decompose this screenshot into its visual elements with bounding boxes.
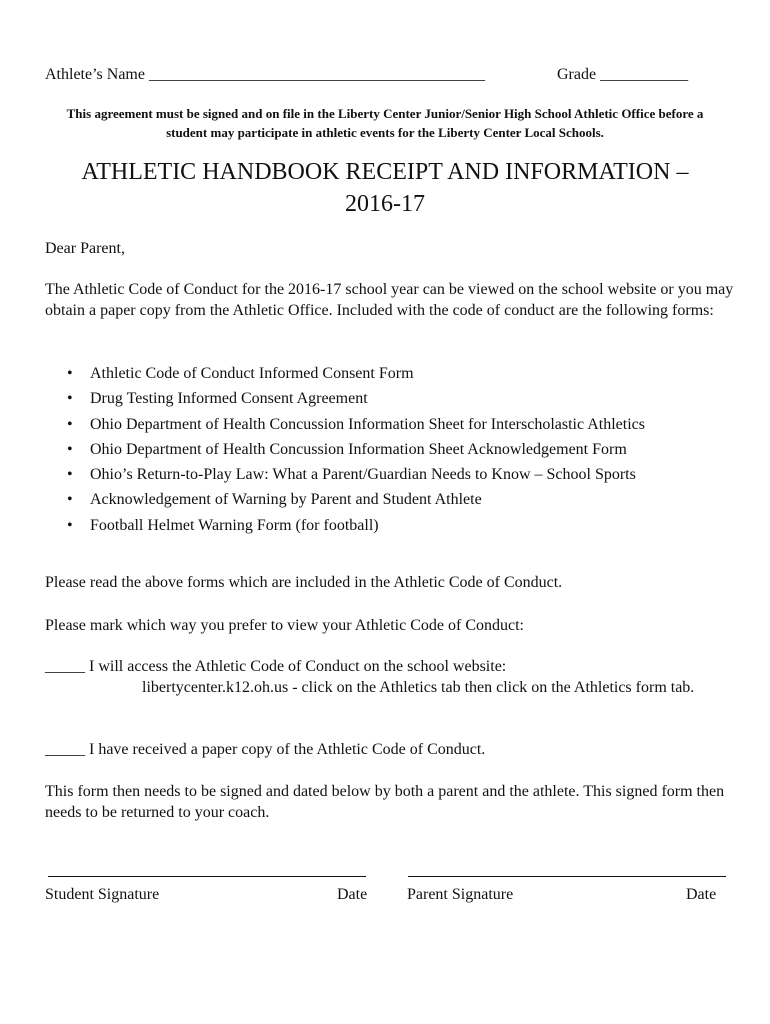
student-signature-label: Student Signature bbox=[45, 886, 160, 903]
student-signature-line[interactable] bbox=[48, 876, 366, 878]
list-item: • Drug Testing Informed Consent Agreement bbox=[45, 386, 645, 411]
title-line-1: ATHLETIC HANDBOOK RECEIPT AND INFORMATION – bbox=[81, 159, 689, 185]
title-line-2: 2016-17 bbox=[345, 191, 425, 217]
grade-blank[interactable]: ___________ bbox=[600, 66, 689, 83]
list-item: • Ohio’s Return-to-Play Law: What a Parent/Guardian Needs to Know – School Sports bbox=[45, 462, 645, 487]
option-website[interactable] bbox=[45, 656, 506, 677]
list-item: • Ohio Department of Health Concussion Information Sheet Acknowledgement Form bbox=[45, 437, 645, 462]
option-paper-text: I have received a paper copy of the Athletic Code of Conduct. bbox=[89, 741, 486, 758]
option-website-text: I will access the Athletic Code of Conduct on the school website: bbox=[89, 658, 507, 675]
page-title bbox=[30, 156, 740, 220]
list-item: • Football Helmet Warning Form (for football) bbox=[45, 513, 645, 538]
list-item: • Acknowledgement of Warning by Parent and Student Athlete bbox=[45, 487, 645, 512]
intro-paragraph: The Athletic Code of Conduct for the 2016-17 school year can be viewed on the school website or you may obtain a paper copy from the Athletic Office. Included with the code of conduct are the following forms: bbox=[45, 281, 734, 319]
parent-date-label: Date bbox=[686, 886, 717, 903]
salutation: Dear Parent, bbox=[45, 240, 125, 257]
forms-list bbox=[45, 361, 645, 538]
option-paper-checkbox[interactable]: _____ bbox=[45, 741, 85, 758]
mark-prompt: Please mark which way you prefer to view your Athletic Code of Conduct: bbox=[45, 617, 524, 634]
list-item: • Ohio Department of Health Concussion Information Sheet for Interscholastic Athletics bbox=[45, 412, 645, 437]
closing-instruction: This form then needs to be signed and dated below by both a parent and the athlete. This signed form then needs to be returned to your coach. bbox=[45, 783, 725, 821]
athlete-name-blank[interactable]: __________________________________________ bbox=[148, 66, 485, 83]
parent-signature-label: Parent Signature bbox=[407, 886, 514, 903]
agreement-notice: This agreement must be signed and on file in the Liberty Center Junior/Senior High School Athletic Office before a student may participate in athletic events for the Liberty Center Local Schools. bbox=[66, 106, 704, 140]
option-paper[interactable] bbox=[45, 739, 485, 760]
athlete-name-label: Athlete’s Name bbox=[45, 66, 145, 83]
option-website-checkbox[interactable]: _____ bbox=[45, 658, 85, 675]
read-forms-instruction: Please read the above forms which are included in the Athletic Code of Conduct. bbox=[45, 574, 563, 591]
list-item: • Athletic Code of Conduct Informed Consent Form bbox=[45, 361, 645, 386]
grade-label: Grade bbox=[557, 66, 597, 83]
parent-signature-line[interactable] bbox=[408, 876, 726, 878]
grade-field[interactable] bbox=[557, 64, 688, 85]
option-website-detail: libertycenter.k12.oh.us - click on the Athletics tab then click on the Athletics form tab. bbox=[142, 679, 695, 696]
athlete-name-field[interactable] bbox=[45, 64, 485, 85]
student-date-label: Date bbox=[337, 886, 368, 903]
